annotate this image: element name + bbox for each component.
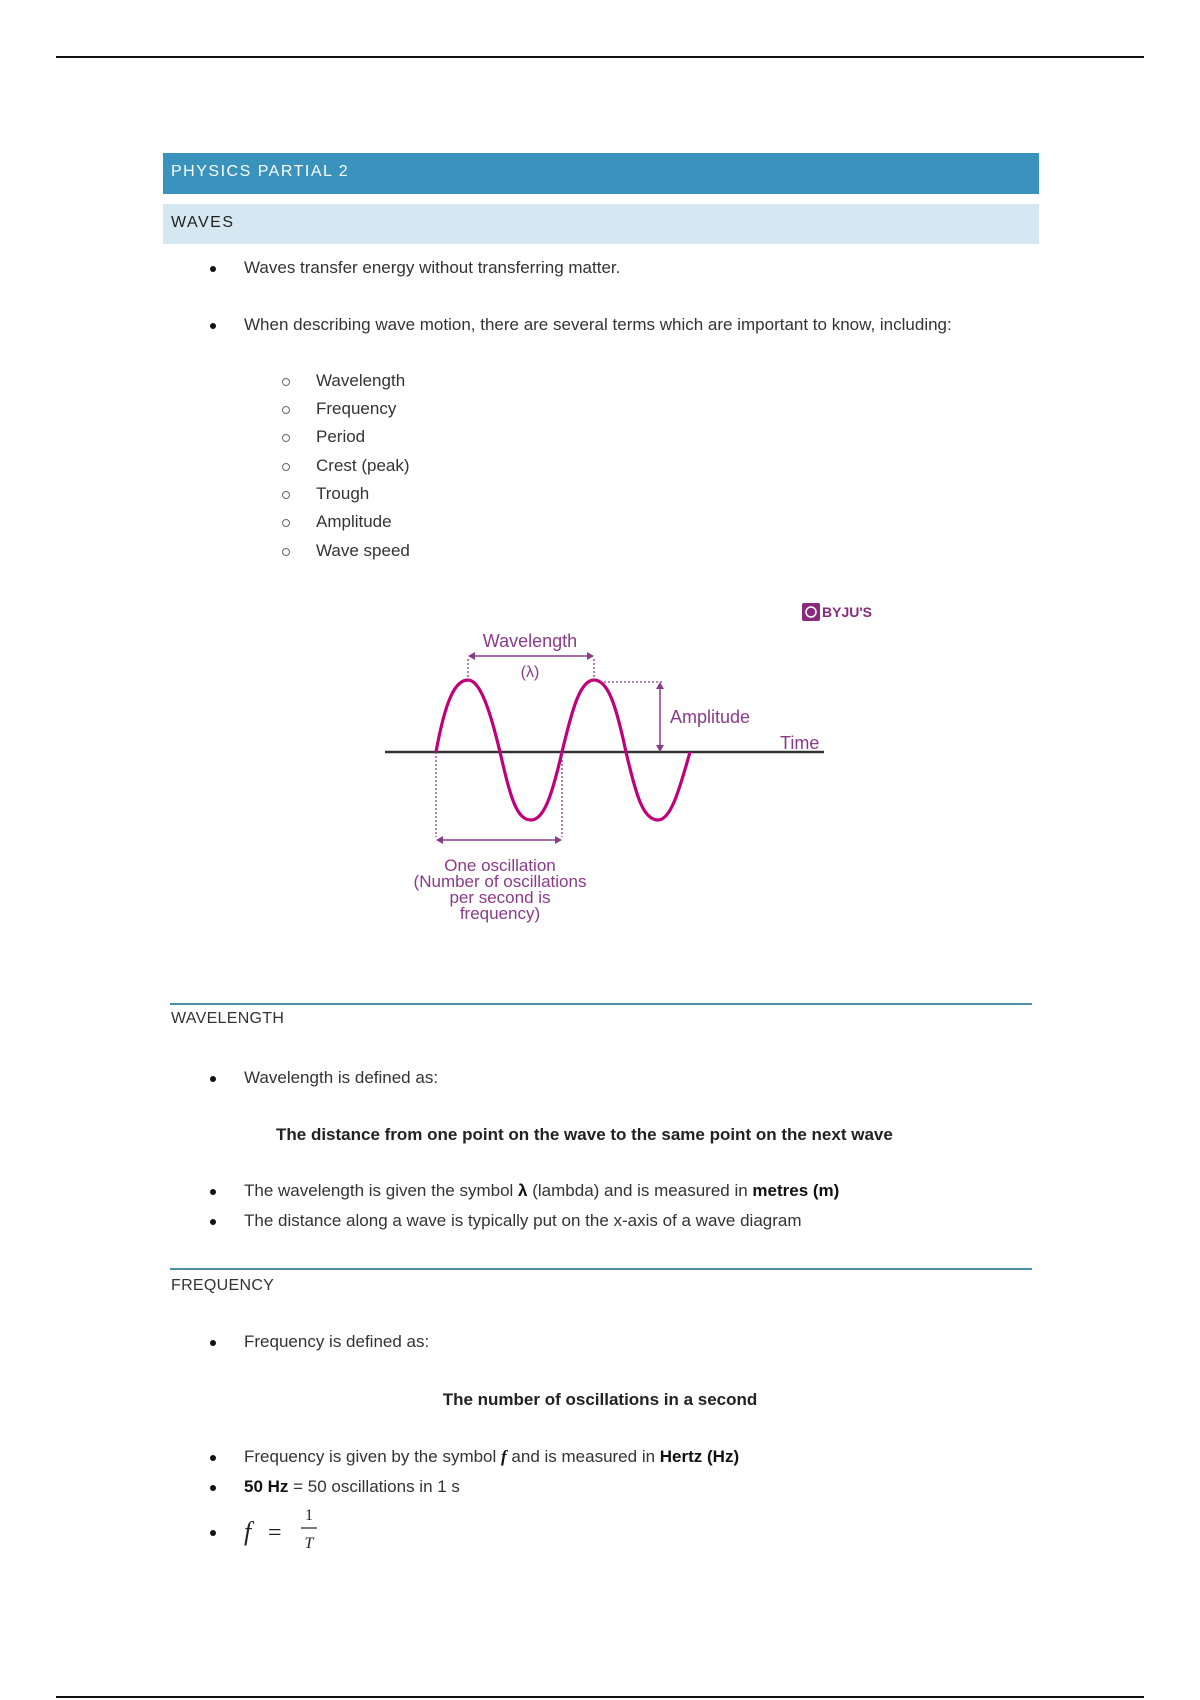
frequency-formula bbox=[244, 1500, 324, 1560]
logo-text: BYJU'S bbox=[822, 604, 873, 620]
bullet-dot bbox=[210, 1530, 216, 1536]
oscillation-label-line: One oscillation bbox=[444, 856, 556, 875]
formula-numerator: 1 bbox=[305, 1507, 313, 1524]
formula-f: f bbox=[244, 1517, 252, 1546]
text-run: and is measured in bbox=[506, 1447, 660, 1466]
bullet-wave-terms: When describing wave motion, there are several terms which are important to know, including: bbox=[244, 315, 952, 334]
unit-metres: metres (m) bbox=[752, 1181, 840, 1200]
bullet-wavelength-defined: Wavelength is defined as: bbox=[244, 1068, 439, 1087]
section-band bbox=[163, 204, 1039, 244]
section-divider bbox=[170, 1268, 1032, 1270]
oscillation-label-line: (Number of oscillations bbox=[413, 872, 587, 891]
sine-wave bbox=[436, 680, 690, 820]
bullet-wavelength-symbol bbox=[244, 1181, 839, 1201]
term-item: Wavelength bbox=[316, 371, 406, 390]
term-item: Trough bbox=[316, 484, 370, 503]
document-title-band bbox=[163, 153, 1039, 194]
wavelength-label: Wavelength bbox=[482, 631, 578, 651]
formula-equals: = bbox=[268, 1520, 282, 1546]
text-run: = 50 oscillations in 1 s bbox=[288, 1477, 460, 1496]
frequency-heading: FREQUENCY bbox=[171, 1277, 275, 1294]
text-run: (lambda) and is measured in bbox=[527, 1181, 753, 1200]
text-run: Frequency is given by the symbol bbox=[244, 1447, 502, 1466]
oscillation-label-line: frequency) bbox=[459, 904, 541, 923]
wavelength-definition: The distance from one point on the wave to the same point on the next wave bbox=[276, 1125, 893, 1144]
term-item: Crest (peak) bbox=[316, 456, 410, 475]
oscillation-label-line: per second is bbox=[449, 888, 551, 907]
time-label: Time bbox=[780, 733, 820, 753]
bullet-frequency-symbol bbox=[244, 1447, 739, 1467]
top-rule bbox=[56, 56, 1144, 58]
wavelength-heading: WAVELENGTH bbox=[171, 1010, 285, 1027]
bullet-waves-energy: Waves transfer energy without transferring matter. bbox=[244, 258, 621, 277]
bullet-frequency-example bbox=[244, 1477, 460, 1497]
lambda-symbol: λ bbox=[518, 1181, 528, 1200]
term-item: Period bbox=[316, 427, 366, 446]
amplitude-label: Amplitude bbox=[670, 707, 751, 727]
term-item: Amplitude bbox=[316, 512, 392, 531]
section-divider bbox=[170, 1003, 1032, 1005]
bullet-frequency-defined: Frequency is defined as: bbox=[244, 1332, 430, 1351]
text-run: 50 Hz bbox=[244, 1477, 289, 1496]
text-run: The wavelength is given the symbol bbox=[244, 1181, 519, 1200]
term-item: Wave speed bbox=[316, 541, 410, 560]
byjus-logo bbox=[802, 603, 872, 621]
f-symbol: f bbox=[501, 1447, 507, 1466]
document-title: PHYSICS PARTIAL 2 bbox=[171, 163, 350, 180]
formula-denominator: T bbox=[304, 1535, 314, 1552]
bullet-wavelength-axis: The distance along a wave is typically put on the x-axis of a wave diagram bbox=[244, 1211, 802, 1230]
unit-hertz: Hertz (Hz) bbox=[659, 1447, 740, 1466]
lambda-label: (λ) bbox=[520, 664, 540, 681]
wave-diagram bbox=[318, 585, 878, 945]
frequency-definition: The number of oscillations in a second bbox=[442, 1390, 758, 1409]
term-item: Frequency bbox=[316, 399, 397, 418]
section-title: WAVES bbox=[171, 214, 235, 231]
bottom-rule bbox=[56, 1696, 1144, 1698]
